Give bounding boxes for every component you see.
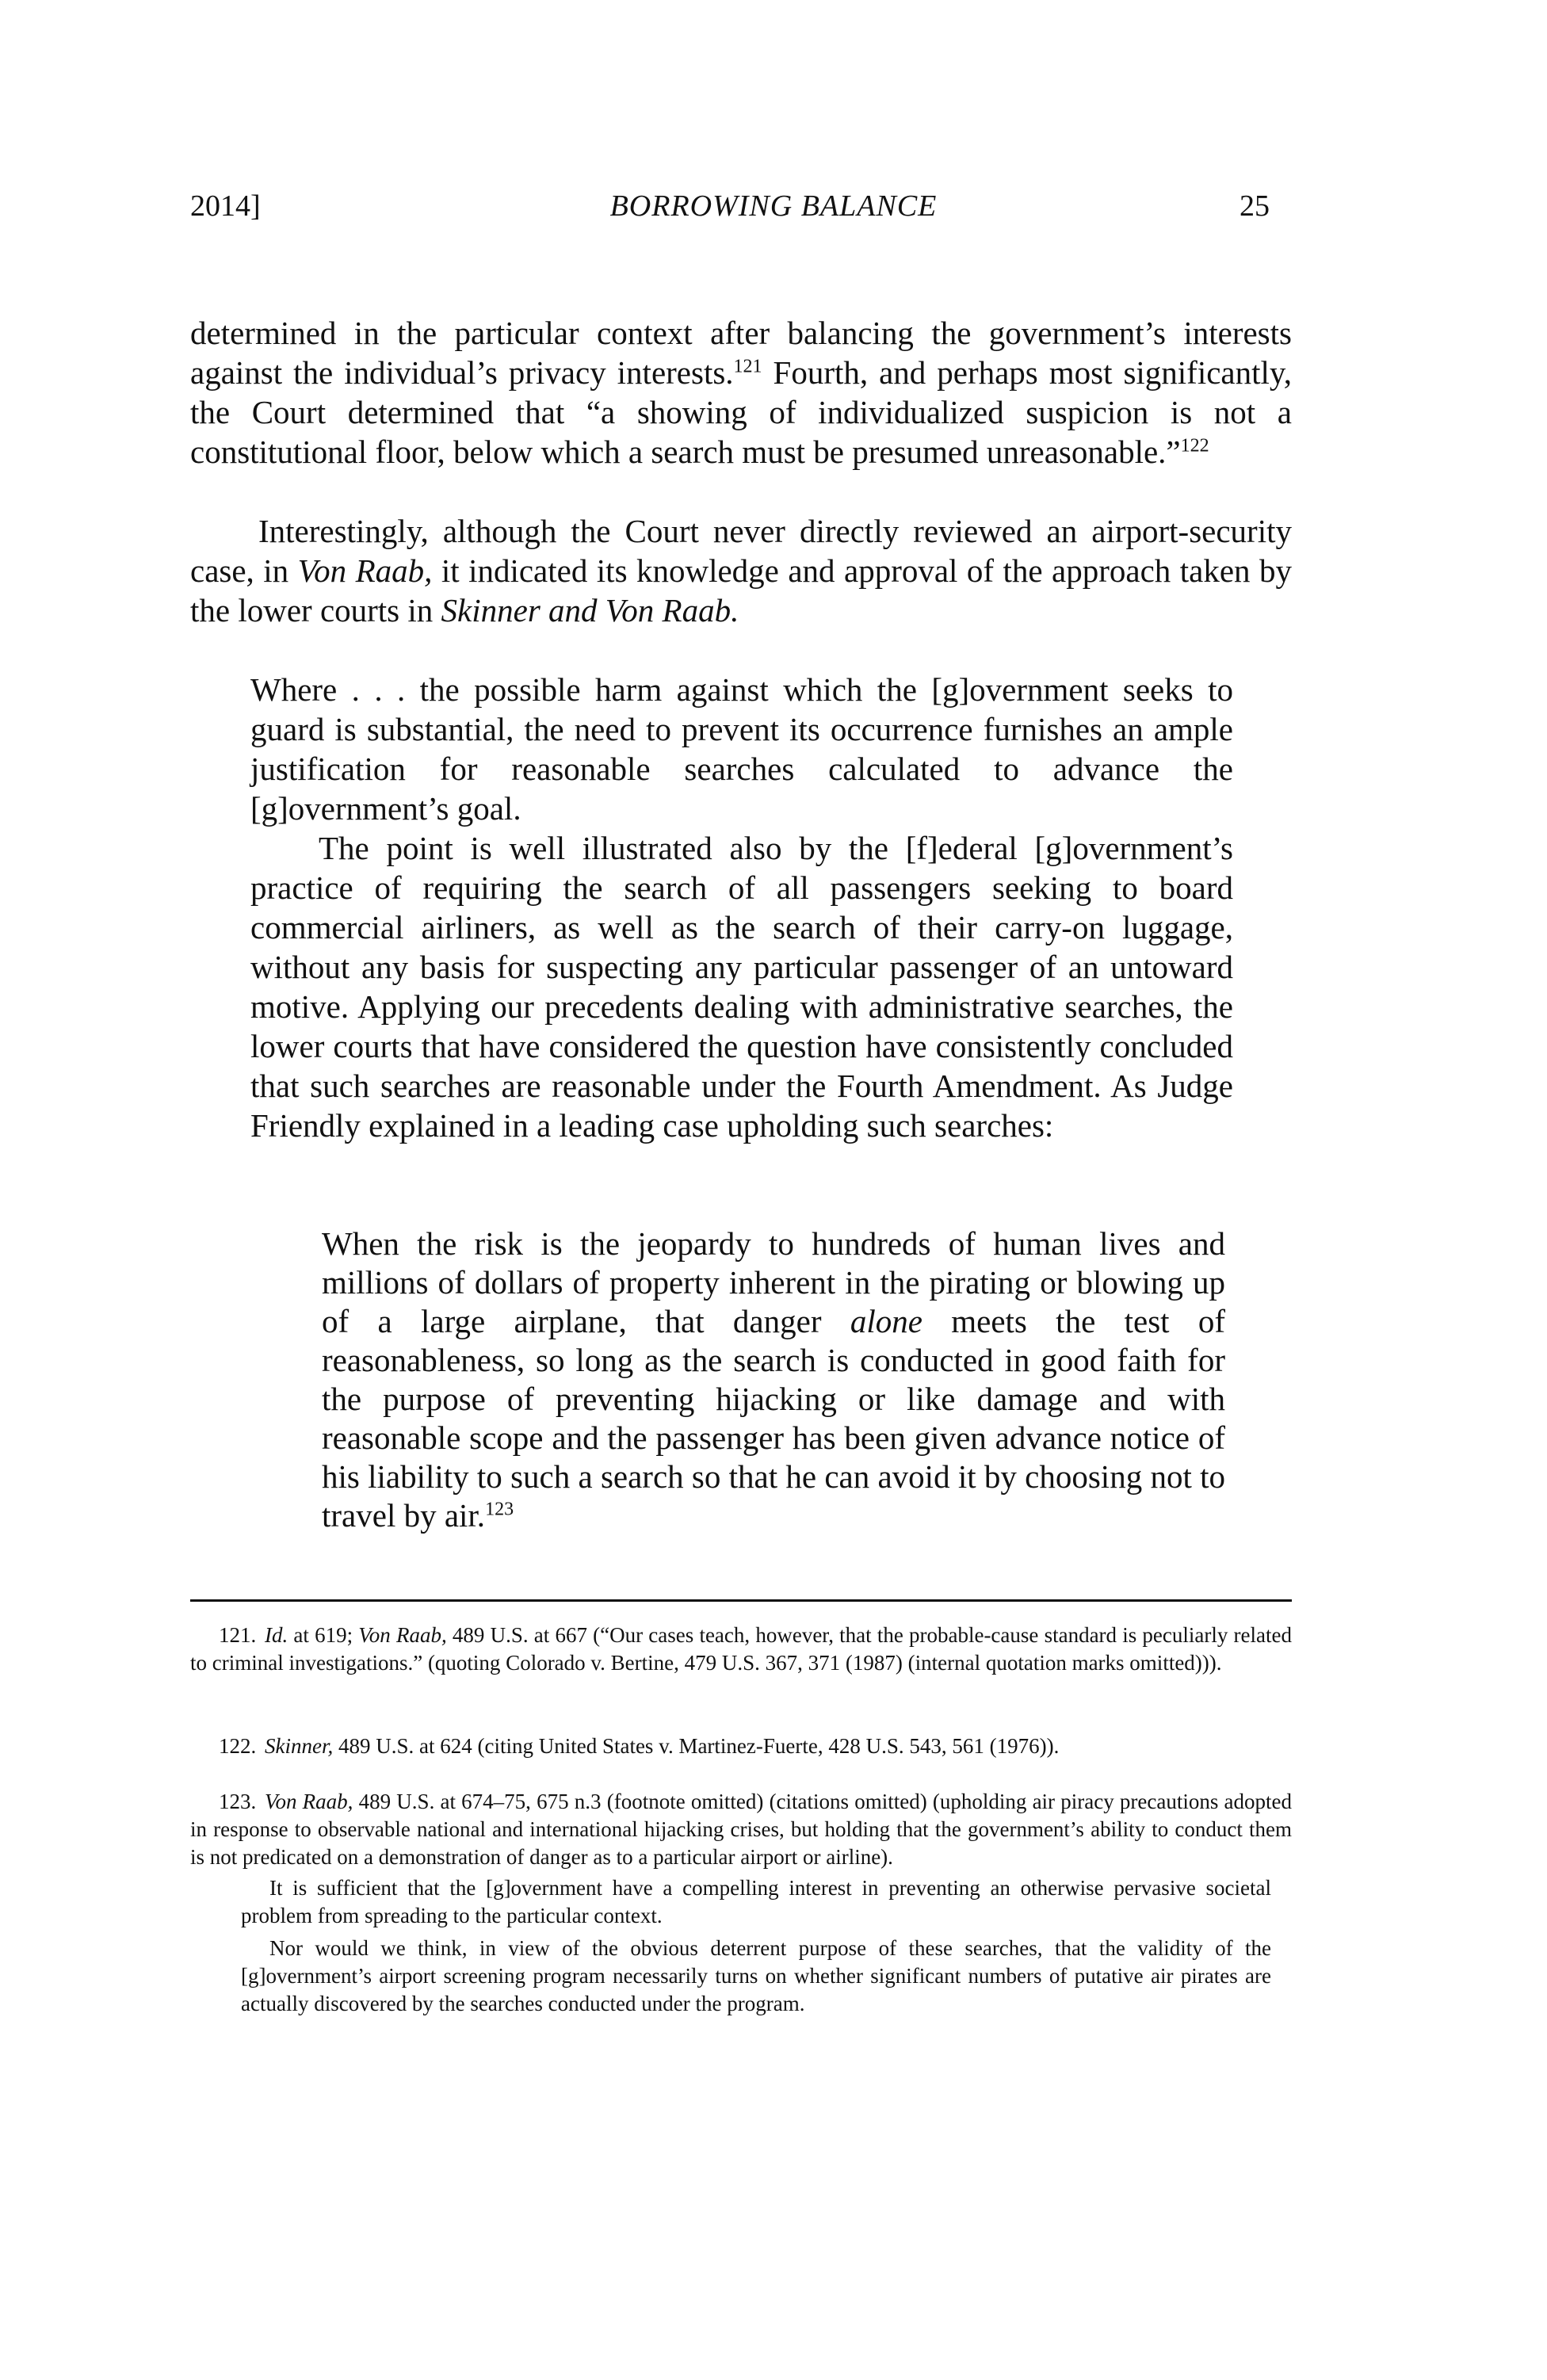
- para2-text-b: it indicated its knowledge and approval of the approach taken by the lower courts in: [190, 552, 1292, 628]
- para1-text-a: determined in the particular context after balancing the government’s interests against the individual’s privacy interests.: [190, 315, 1292, 391]
- footnote-text: 489 U.S. at 624 (citing United States v. Martinez-Fuerte, 428 U.S. 543, 561 (1976)).: [333, 1734, 1060, 1758]
- quote2-emphasis: alone: [850, 1303, 922, 1339]
- footnote-121: [190, 1622, 1292, 1677]
- footnote-123-block-quote-b: Nor would we think, in view of the obvious deterrent purpose of these searches, that the validity of the [g]overnment’s airport screening program necessarily turns on whether significant numbers of putative air pirates are actually discovered by the searches conducted under the program.: [241, 1936, 1271, 2015]
- footnote-number: 123.: [219, 1790, 257, 1813]
- footnote-123-block-quote-a: It is sufficient that the [g]overnment have a compelling interest in preventing an otherwise pervasive societal problem from spreading to the particular context.: [241, 1876, 1271, 1927]
- footnote-text: 489 U.S. at 667 (“Our cases teach, however, that the probable-cause standard is peculiarly related to criminal investigations.” (quoting Colorado v. Bertine, 479 U.S. 367, 371 (1987) (internal quotation marks omitted))).: [190, 1623, 1292, 1675]
- footnote-number: 121.: [219, 1623, 257, 1647]
- body-paragraph-2: [190, 511, 1292, 630]
- footnote-ref-122[interactable]: 122: [1180, 435, 1209, 457]
- page-number: 25: [1240, 189, 1270, 223]
- quote2-text-a: When the risk is the jeopardy to hundreds of human lives and millions of dollars of property inherent in the pirating or blowing up of a large airplane, that danger: [322, 1225, 1225, 1339]
- block-quote-1-para-a: Where . . . the possible harm against which the [g]overnment seeks to guard is substantial, the need to prevent its occurrence furnishes an ample justification for reasonable searches calculated to advance the [g]overnment’s goal.: [250, 671, 1233, 827]
- footnote-122: [190, 1732, 1292, 1760]
- footnote-citation-italic: Von Raab,: [358, 1623, 447, 1647]
- block-quote-2: [322, 1224, 1225, 1535]
- case-name-skinner-von-raab: Skinner and Von Raab.: [441, 592, 739, 628]
- footnote-text: 489 U.S. at 674–75, 675 n.3 (footnote omitted) (citations omitted) (upholding air piracy precautions adopted in response to observable national and international hijacking crises, but holding that the government’s ability to conduct them is not predicated on a demonstration of danger as to a particular airport or airline).: [190, 1790, 1292, 1869]
- footnote-citation-italic: Von Raab,: [265, 1790, 353, 1813]
- para1-text-b: Fourth, and perhaps most significantly, the Court determined that “a showing of individualized suspicion is not a constitutional floor, below which a search must be presumed unreasonable.”: [190, 354, 1292, 470]
- block-quote-1-para-b: The point is well illustrated also by the [f]ederal [g]overnment’s practice of requiring the search of all passengers seeking to board commercial airliners, as well as the search of their carry-on luggage, without any basis for suspecting any particular passenger of an untoward motive. Applying our precedents dealing with administrative searches, the lower courts that have considered the question have consistently concluded that such searches are reasonable under the Fourth Amendment. As Judge Friendly explained in a leading case upholding such searches:: [250, 830, 1233, 1144]
- running-header: [190, 189, 1357, 236]
- footnote-number: 122.: [219, 1734, 257, 1758]
- case-name-von-raab: Von Raab,: [297, 552, 433, 589]
- footnote-123: [190, 1788, 1292, 1871]
- header-year: 2014]: [190, 189, 261, 223]
- footnote-text: at 619;: [288, 1623, 359, 1647]
- quote2-text-b: meets the test of reasonableness, so long as the search is conducted in good faith for the purpose of preventing hijacking or like damage and with reasonable scope and the passenger has been given advance notice of his liability to such a search so that he can avoid it by choosing not to travel by air.: [322, 1303, 1226, 1534]
- para2-text-a: Interestingly, although the Court never directly reviewed an airport-security case, in: [190, 513, 1292, 589]
- header-title: BORROWING BALANCE: [609, 189, 938, 223]
- footnote-123-wrap: [190, 1788, 1292, 2018]
- footnote-122-wrap: [190, 1732, 1292, 1760]
- body-paragraph-1: [190, 313, 1292, 472]
- footnotes-section: [190, 1622, 1292, 1677]
- footnote-ref-123[interactable]: 123: [485, 1499, 514, 1520]
- footnote-ref-121[interactable]: 121: [733, 356, 762, 377]
- footnote-citation-italic: Skinner,: [265, 1734, 334, 1758]
- footnote-citation-italic: Id.: [265, 1623, 288, 1647]
- footnote-divider: [190, 1599, 1292, 1602]
